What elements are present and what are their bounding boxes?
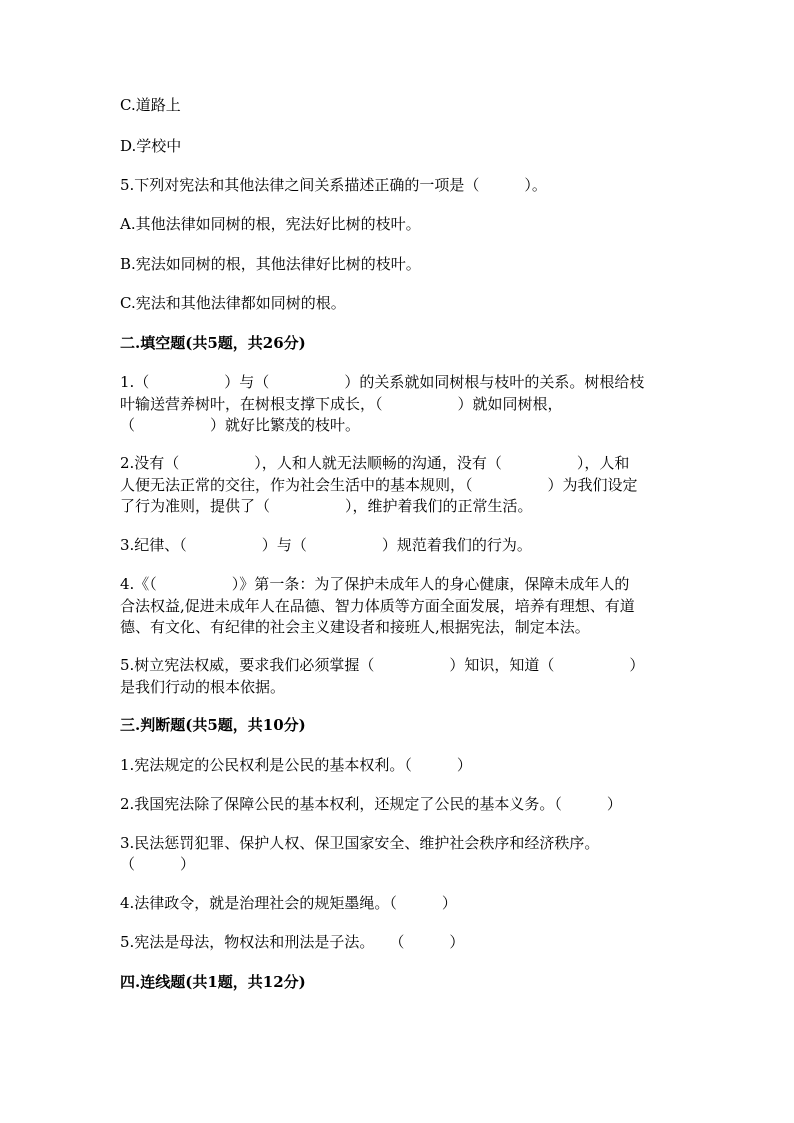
fill-q4-line3: 德、有文化、有纪律的社会主义建设者和接班人,根据宪法，制定本法。: [120, 618, 590, 636]
section3-heading: 三.判断题(共5题，共10分): [120, 716, 306, 734]
judge-q3-line1: 3.民法惩罚犯罪、保护人权、保卫国家安全、维护社会秩序和经济秩序。: [120, 834, 600, 852]
fill-q1-line3: （ ）就好比繁茂的枝叶。: [120, 416, 361, 434]
fill-q1-line1: 1.（ ）与（ ）的关系就如同树根与枝叶的关系。树根给枝: [120, 373, 645, 391]
fill-q5-line1: 5.树立宪法权威，要求我们必须掌握（ ）知识，知道（ ）: [120, 656, 645, 674]
q4-option-d: D.学校中: [120, 137, 182, 155]
fill-q2-line2: 人便无法正常的交往，作为社会生活中的基本规则，（ ）为我们设定: [120, 476, 638, 494]
q5-stem: 5.下列对宪法和其他法律之间关系描述正确的一项是（ ）。: [120, 176, 547, 194]
q4-option-c: C.道路上: [120, 96, 181, 114]
fill-q5-line2: 是我们行动的根本依据。: [120, 678, 286, 696]
judge-q5: 5.宪法是母法，物权法和刑法是子法。 （ ）: [120, 933, 465, 951]
section4-heading: 四.连线题(共1题，共12分): [120, 973, 306, 991]
fill-q4-line1: 4.《（ ）》第一条：为了保护未成年人的身心健康，保障未成年人的: [120, 575, 630, 593]
judge-q1: 1.宪法规定的公民权利是公民的基本权利。（ ）: [120, 756, 472, 774]
fill-q2-line1: 2.没有（ ），人和人就无法顺畅的沟通，没有（ ），人和: [120, 454, 630, 472]
fill-q1-line2: 叶输送营养树叶，在树根支撑下成长，（ ）就如同树根，: [120, 395, 563, 413]
fill-q4-line2: 合法权益,促进未成年人在品德、智力体质等方面全面发展，培养有理想、有道: [120, 597, 635, 615]
fill-q3: 3.纪律、（ ）与（ ）规范着我们的行为。: [120, 536, 532, 554]
q5-option-b: B.宪法如同树的根，其他法律好比树的枝叶。: [120, 255, 421, 273]
q5-option-a: A.其他法律如同树的根，宪法好比树的枝叶。: [120, 215, 421, 233]
fill-q2-line3: 了行为准则，提供了（ ），维护着我们的正常生活。: [120, 497, 533, 515]
q5-option-c: C.宪法和其他法律都如同树的根。: [120, 294, 346, 312]
judge-q4: 4.法律政令，就是治理社会的规矩墨绳。（ ）: [120, 894, 457, 912]
section2-heading: 二.填空题(共5题，共26分): [120, 334, 306, 352]
judge-q3-line2: （ ）: [120, 855, 196, 873]
judge-q2: 2.我国宪法除了保障公民的基本权利，还规定了公民的基本义务。（ ）: [120, 795, 622, 813]
